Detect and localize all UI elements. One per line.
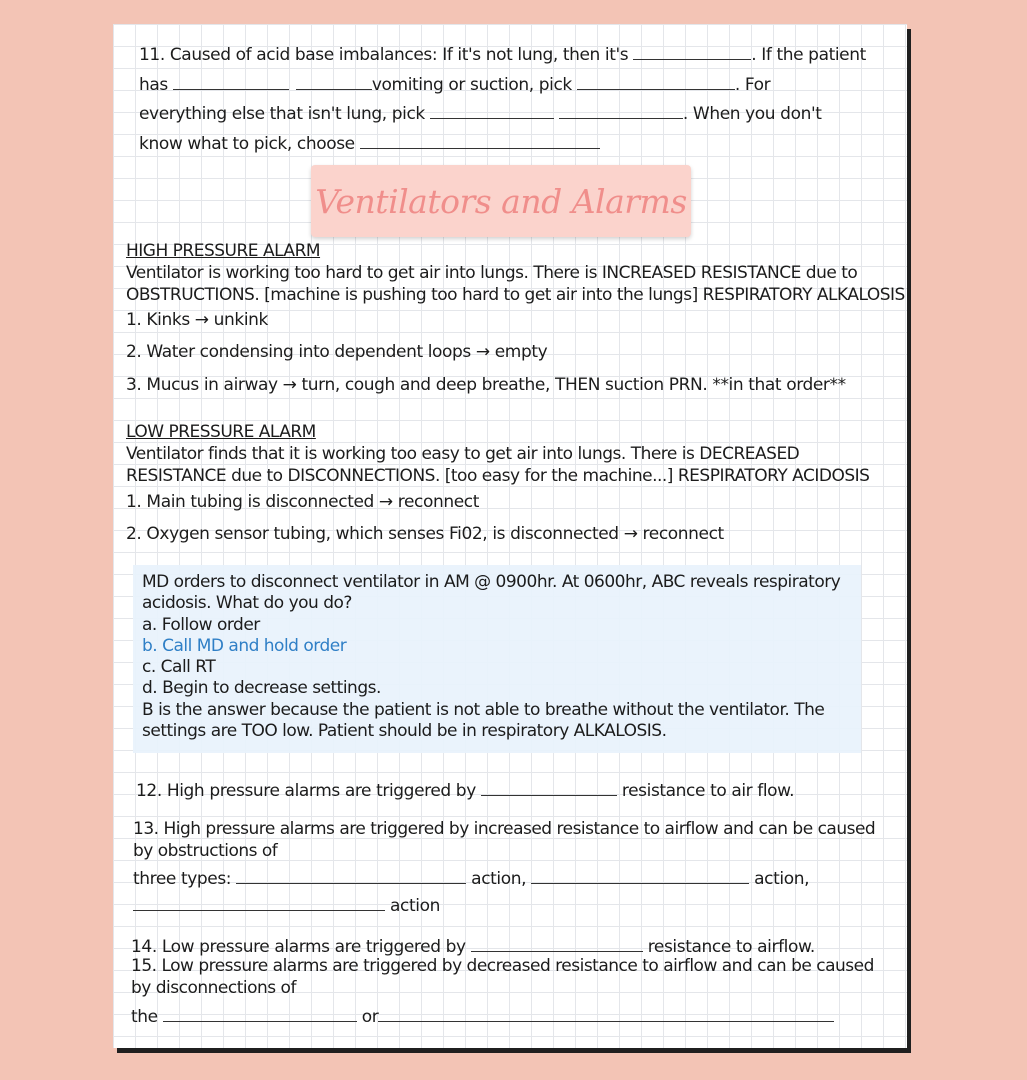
high-pressure-section	[126, 240, 905, 306]
q15-line3-start: the	[131, 1007, 158, 1027]
q11-line3-start: everything else that isn't lung, pick	[139, 104, 425, 124]
q15-line3-or: or	[361, 1007, 379, 1027]
q14-start: 14. Low pressure alarms are triggered by	[131, 937, 466, 957]
q11-blank-4[interactable]	[577, 70, 735, 90]
q15-line1: 15. Low pressure alarms are triggered by decreased resistance to airflow and can be caused	[131, 956, 874, 976]
q13-blank-1[interactable]	[236, 864, 466, 884]
question-13	[133, 818, 875, 862]
title-banner	[311, 165, 691, 237]
q13-blank-2[interactable]	[531, 864, 749, 884]
high-pressure-item-1: 1. Kinks → unkink	[126, 310, 268, 330]
option-b-correct: b. Call MD and hold order	[142, 635, 347, 656]
q13-line2: by obstructions of	[133, 841, 278, 861]
q13-line3-start: three types:	[133, 869, 232, 889]
q11-line1-text: 11. Caused of acid base imbalances: If it's not lung, then it's	[139, 45, 629, 65]
q15-blank-2[interactable]	[378, 1002, 834, 1022]
question-line1: MD orders to disconnect ventilator in AM @ 0900hr. At 0600hr, ABC reveals respiratory	[142, 572, 841, 592]
q12-start: 12. High pressure alarms are triggered by	[136, 781, 476, 801]
q13-line3	[133, 864, 809, 889]
question-12	[136, 776, 794, 801]
low-pressure-item-2: 2. Oxygen sensor tubing, which senses Fi02, is disconnected → reconnect	[126, 524, 724, 544]
question-15	[131, 955, 874, 999]
q13-action-1: action,	[471, 869, 527, 889]
low-pressure-desc-line1: Ventilator finds that it is working too easy to get air into lungs. There is DECREASED	[126, 444, 800, 464]
question-line2: acidosis. What do you do?	[142, 593, 352, 614]
q13-line1: 13. High pressure alarms are triggered by increased resistance to airflow and can be caused	[133, 819, 876, 839]
q13-action-3: action	[390, 896, 440, 916]
low-pressure-section	[126, 421, 869, 487]
q11-line1-end: . If the patient	[751, 45, 866, 65]
question-11	[139, 40, 879, 158]
q13-action-2: action,	[754, 869, 810, 889]
q15-blank-1[interactable]	[163, 1002, 357, 1022]
high-pressure-desc-line1: Ventilator is working too hard to get air into lungs. There is INCREASED RESISTANCE due to	[126, 263, 858, 283]
high-pressure-heading: HIGH PRESSURE ALARM	[126, 241, 321, 261]
page-title: Ventilators and Alarms	[315, 181, 687, 221]
q11-blank-1[interactable]	[633, 40, 751, 60]
q11-line3-end: . When you don't	[682, 104, 822, 124]
high-pressure-item-3: 3. Mucus in airway → turn, cough and deep breathe, THEN suction PRN. **in that order**	[126, 375, 846, 395]
worksheet-page	[113, 24, 907, 1048]
practice-question-box	[133, 565, 861, 753]
q11-blank-6[interactable]	[559, 99, 683, 119]
option-c: c. Call RT	[142, 657, 216, 678]
option-d: d. Begin to decrease settings.	[142, 678, 381, 699]
q14-blank[interactable]	[471, 932, 643, 952]
low-pressure-heading: LOW PRESSURE ALARM	[126, 422, 316, 442]
q15-line3	[131, 1002, 834, 1027]
high-pressure-desc-line2: OBSTRUCTIONS. [machine is pushing too hard to get air into the lungs] RESPIRATORY ALKALOSIS	[126, 285, 905, 305]
q11-line2-end: . For	[734, 74, 771, 95]
q13-blank-3[interactable]	[133, 891, 385, 911]
option-a: a. Follow order	[142, 614, 260, 635]
low-pressure-item-1: 1. Main tubing is disconnected → reconnect	[126, 492, 480, 512]
q11-blank-5[interactable]	[430, 99, 554, 119]
q15-line2: by disconnections of	[131, 978, 296, 998]
question-14	[131, 932, 815, 957]
answer-line2: settings are TOO low. Patient should be in respiratory ALKALOSIS.	[142, 721, 667, 742]
low-pressure-desc-line2: RESISTANCE due to DISCONNECTIONS. [too easy for the machine...] RESPIRATORY ACIDOSIS	[126, 466, 870, 486]
q11-line2-mid: vomiting or suction, pick	[371, 74, 572, 95]
q11-line2-start: has	[139, 74, 168, 95]
q11-blank-3[interactable]	[296, 70, 372, 90]
q11-blank-2[interactable]	[173, 70, 289, 90]
q12-blank[interactable]	[481, 776, 617, 796]
q13-line4	[133, 891, 440, 916]
answer-line1: B is the answer because the patient is not able to breathe without the ventilator. The	[142, 699, 825, 720]
q12-end: resistance to air flow.	[621, 781, 795, 801]
q11-blank-7[interactable]	[360, 129, 600, 149]
q14-end: resistance to airflow.	[647, 937, 815, 957]
high-pressure-item-2: 2. Water condensing into dependent loops → empty	[126, 342, 548, 362]
q11-line4-start: know what to pick, choose	[139, 133, 355, 154]
